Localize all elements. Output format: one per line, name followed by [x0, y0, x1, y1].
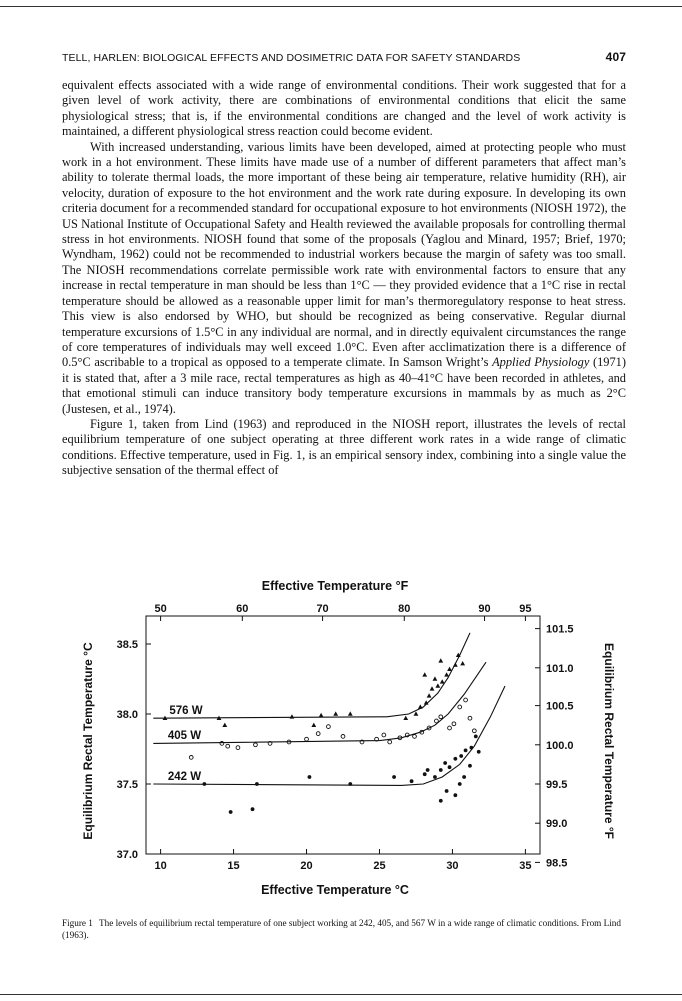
chart-title: Effective Temperature °F: [261, 579, 409, 593]
data-point-triangle: [444, 672, 449, 676]
data-point-triangle: [414, 711, 419, 715]
top-tick-label: 80: [398, 603, 411, 615]
data-point-triangle: [460, 661, 465, 665]
data-point-triangle: [447, 667, 452, 671]
data-point-dot: [448, 765, 452, 769]
data-point-circle: [434, 719, 438, 723]
x-tick-label: 20: [300, 860, 313, 872]
top-rule: [0, 6, 682, 7]
caption-text: The levels of equilibrium rectal temperature of one subject working at 242, 405, and 567 W in a wide range of climatic conditions. From Lind (1963).: [62, 918, 621, 940]
data-point-dot: [426, 768, 430, 772]
paragraph-2: [62, 140, 626, 417]
y-tick-label: 38.5: [116, 639, 138, 651]
data-point-triangle: [440, 679, 445, 683]
x-axis-label: Effective Temperature °C: [261, 883, 409, 897]
data-point-triangle: [430, 686, 435, 690]
data-point-triangle: [222, 723, 227, 727]
data-point-dot: [445, 789, 449, 793]
data-point-circle: [189, 756, 193, 760]
data-point-circle: [448, 726, 452, 730]
data-point-dot: [474, 735, 478, 739]
y2-tick-label: 100.5: [546, 700, 574, 713]
data-point-dot: [423, 772, 427, 776]
paragraph-2-text: With increased understanding, various limits have been developed, aimed at protecting people who must work in a hot environment. These limits have made use of a number of different parameters that affect man’s ability to tolerate thermal loads, the more important of these being air temperature, relative humidity (RH), air velocity, duration of exposure to the hot environment and the work rate during exposure. In developing its own criteria document for a recommended standard for occupational exposure to hot environments (NIOSH 1972), the US National Institute of Occupational Safety and Health reviewed the available proposals for controlling thermal stress in hot environments. NIOSH found that some of the proposals (Yaglou and Minard, 1957; Brief, 1970; Wyndham, 1962) could not be recommended to industrial workers because the margin of safety was too small. The NIOSH recommendations correlate permissible work rate with environmental factors to ensure that any increase in rectal temperature in man should be less than 1°C — they provided evidence that a 1°C rise in rectal temperature should be allowed as a reasonable upper limit for man’s thermoregulatory response to heat stress. This view is also endorsed by WHO, but should be recognized as being conservative. Regular diurnal temperature excursions of 1.5°C in any individual are normal, and in directly equivalent circumstances the range of core temperatures of individuals may well exceed 1.0°C. Even after acclimatization there is a difference of 0.5°C ascribable to a tropical as opposed to a temperate climate. In Samson Wright’s: [62, 139, 626, 370]
data-point-circle: [468, 716, 472, 720]
data-point-dot: [439, 768, 443, 772]
y2-tick-label: 101.5: [546, 623, 574, 636]
data-point-dot: [308, 775, 312, 779]
data-point-dot: [255, 782, 259, 786]
data-point-circle: [439, 715, 443, 719]
data-point-circle: [327, 725, 331, 729]
series-label: 242 W: [167, 770, 202, 783]
data-point-circle: [388, 740, 392, 744]
data-point-circle: [236, 746, 240, 750]
data-point-triangle: [435, 683, 440, 687]
y2-tick-label: 99.5: [546, 779, 568, 791]
data-point-circle: [452, 722, 456, 726]
data-point-triangle: [290, 714, 295, 718]
curve-242-w: [153, 686, 505, 785]
data-point-triangle: [438, 658, 443, 662]
data-point-dot: [202, 782, 206, 786]
data-point-triangle: [422, 672, 427, 676]
data-point-triangle: [333, 711, 338, 715]
y-tick-label: 37.5: [116, 779, 138, 791]
data-point-circle: [413, 735, 417, 739]
paragraph-1: equivalent effects associated with a wide range of environmental conditions. Their work suggested that for a given level of work activity, there are combinations of environmental conditions that elicit the same physiological stress; that is, if the environmental conditions are changed and the level of work activity is maintained, a different physiological stress reaction could become evident.: [62, 78, 626, 139]
data-point-dot: [392, 775, 396, 779]
book-title: Applied Physiology: [492, 355, 590, 370]
body-text: [62, 78, 626, 479]
data-point-triangle: [418, 704, 423, 708]
rectal-temperature-chart: [62, 574, 626, 914]
x-tick-label: 15: [227, 860, 240, 872]
data-point-triangle: [348, 711, 353, 715]
y-tick-label: 37.0: [116, 849, 138, 861]
curve-405-w: [153, 662, 486, 743]
running-header: [62, 52, 626, 64]
data-point-dot: [477, 750, 481, 754]
data-point-dot: [439, 799, 443, 803]
data-point-triangle: [403, 716, 408, 720]
data-point-dot: [458, 782, 462, 786]
data-point-triangle: [319, 713, 324, 717]
figure-caption: [62, 918, 626, 941]
data-point-circle: [341, 735, 345, 739]
series-label: 576 W: [169, 705, 203, 717]
data-point-dot: [470, 746, 474, 750]
y2-axis-label: Equilibrium Rectal Temperature °F: [602, 643, 616, 839]
bottom-rule: [0, 994, 682, 995]
top-tick-label: 95: [519, 603, 532, 615]
y2-tick-label: 99.0: [546, 818, 568, 831]
running-title: TELL, HARLEN: BIOLOGICAL EFFECTS AND DOSIMETRIC DATA FOR SAFETY STANDARDS: [62, 52, 521, 64]
paragraph-3: Figure 1, taken from Lind (1963) and reproduced in the NIOSH report, illustrates the levels of rectal equilibrium temperature of one subject operating at three different work rates in a wide range of climatic conditions. Effective temperature, used in Fig. 1, is an empirical sensory index, combining into a single value the subjective sensation of the thermal effect of: [62, 416, 626, 478]
data-point-circle: [458, 705, 462, 709]
data-point-circle: [254, 743, 258, 747]
y-axis-label: Equilibrium Rectal Temperature °C: [81, 642, 95, 840]
data-point-triangle: [311, 723, 316, 727]
data-point-dot: [348, 782, 352, 786]
data-point-dot: [453, 757, 457, 761]
data-point-dot: [459, 754, 463, 758]
caption-label: Figure 1: [62, 918, 93, 928]
figure-1: [62, 574, 626, 914]
x-tick-label: 35: [519, 860, 532, 872]
top-tick-label: 90: [478, 603, 491, 615]
data-point-dot: [468, 764, 472, 768]
series-label: 405 W: [167, 730, 202, 743]
x-tick-label: 30: [446, 860, 459, 872]
data-point-dot: [453, 793, 457, 797]
data-point-circle: [226, 744, 230, 748]
y2-tick-label: 101.0: [546, 662, 574, 675]
top-tick-label: 70: [316, 603, 329, 615]
data-point-dot: [462, 775, 466, 779]
data-point-dot: [229, 810, 233, 814]
data-point-dot: [251, 807, 255, 811]
data-point-dot: [443, 761, 447, 765]
y2-tick-label: 100.0: [546, 739, 574, 752]
x-tick-label: 10: [154, 860, 167, 872]
paragraph-2-tail: (1971) it is stated that, after a 3 mile race, rectal temperatures as high as 40–41°C have been recorded in athletes, and that emotional stimuli can induce transitory body temperature excursions in mammals by as much as 2°C (Justesen, et al., 1974).: [62, 355, 626, 416]
data-point-triangle: [453, 662, 458, 666]
y2-tick-label: 98.5: [546, 857, 568, 870]
data-point-circle: [305, 737, 309, 741]
data-point-circle: [464, 698, 468, 702]
y-tick-label: 38.0: [116, 709, 138, 721]
data-point-circle: [316, 732, 320, 736]
data-point-circle: [472, 729, 476, 733]
data-point-triangle: [427, 693, 432, 697]
data-point-triangle: [433, 676, 438, 680]
x-tick-label: 25: [373, 860, 386, 872]
top-tick-label: 50: [154, 603, 167, 615]
data-point-dot: [410, 779, 414, 783]
top-tick-label: 60: [236, 603, 249, 615]
data-point-dot: [464, 749, 468, 753]
data-point-dot: [433, 775, 437, 779]
page-number: 407: [605, 50, 626, 64]
data-point-circle: [382, 733, 386, 737]
